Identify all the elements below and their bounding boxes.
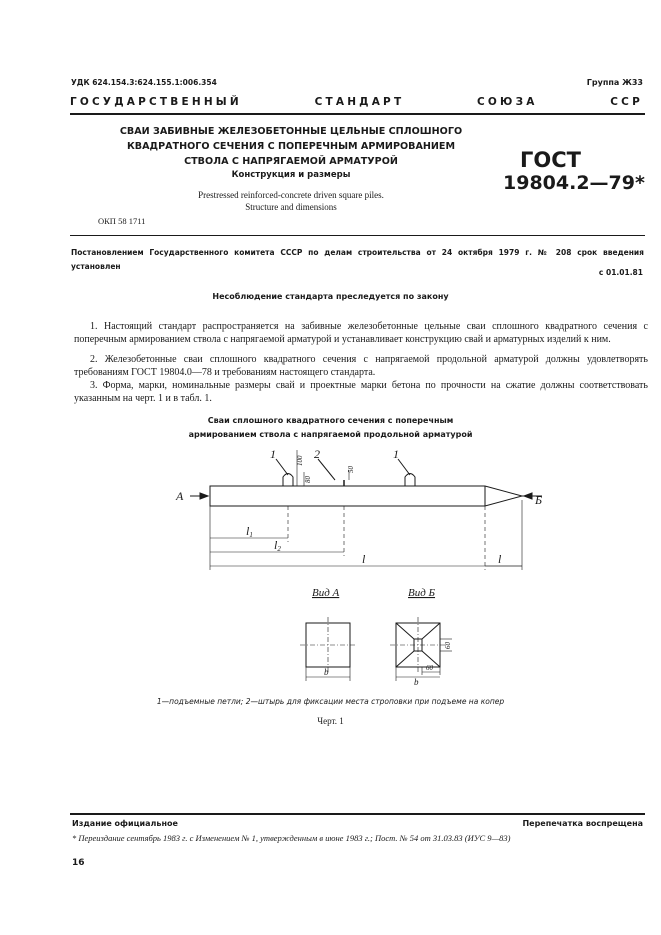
okp-code: ОКП 58 1711 — [98, 216, 146, 226]
label-2: 2 — [314, 447, 320, 461]
pile-outline — [210, 486, 522, 506]
paragraph-1-text: 1. Настоящий стандарт распространяется на забивные железобетонные цельные сваи сплошного квадратного сечения с поперечным армированием ствола с напрягаемой арматурой и устанавливает конструкцию свай и арматурных изделий к ним. — [74, 321, 648, 346]
band-word-1: ГОСУДАРСТВЕННЫЙ — [70, 96, 242, 108]
figure-legend: 1—подъемные петли; 2—штырь для фиксации места строповки при подъеме на копер — [156, 697, 505, 706]
english-title — [86, 189, 496, 213]
leader-2 — [318, 459, 335, 480]
label-view-b: Б — [535, 493, 543, 507]
paragraph-2 — [74, 353, 648, 379]
dim-50-value: 50 — [347, 466, 355, 473]
figure-caption — [0, 414, 661, 442]
title-rule — [70, 235, 645, 236]
footer-rule — [70, 813, 645, 815]
page-number: 16 — [72, 858, 85, 868]
view-b-edge-1 — [396, 623, 414, 639]
english-title-line-1: Prestressed reinforced-concrete driven square piles. — [198, 190, 384, 200]
title-line-1: СВАИ ЗАБИВНЫЕ ЖЕЛЕЗОБЕТОННЫЕ ЦЕЛЬНЫЕ СПЛОШНОГО — [119, 126, 463, 137]
reissue-note: * Переиздание сентябрь 1983 г. с Изменением № 1, утвержденным в июне 1983 г.; Пост. № 54 от 31.03.83 (ИУС 9—83) — [72, 833, 511, 843]
band-word-2: СТАНДАРТ — [314, 96, 405, 108]
title-line-2: КВАДРАТНОГО СЕЧЕНИЯ С ПОПЕРЕЧНЫМ АРМИРОВАНИЕМ — [126, 141, 456, 152]
group-code: Группа Ж33 — [586, 78, 643, 87]
view-b-dim-60-v: 60 — [444, 642, 452, 649]
view-arrow-a-head — [200, 493, 208, 499]
gost-number: 19804.2—79* — [503, 172, 645, 194]
view-b-dim-b-label: b — [414, 677, 419, 687]
lifting-loop-right — [405, 474, 415, 487]
label-view-a: А — [176, 489, 184, 503]
view-a-title: Вид А — [312, 587, 340, 599]
standard-band — [70, 96, 643, 108]
label-1-left: 1 — [270, 447, 276, 461]
title-line-3: СТВОЛА С НАПРЯГАЕМОЙ АРМАТУРОЙ — [184, 156, 398, 167]
section-views — [290, 583, 470, 688]
view-b-edge-3 — [396, 651, 414, 667]
effective-date: с 01.01.81 — [598, 268, 643, 277]
paragraph-3 — [74, 379, 648, 405]
figure-number: Черт. 1 — [317, 716, 344, 726]
dim-l1-letter: l — [246, 524, 250, 538]
paragraph-1 — [74, 320, 648, 346]
view-b-dim-60-h: 60 — [426, 664, 433, 672]
view-a-dim-b-label: b — [324, 667, 329, 677]
paragraph-3-text: 3. Форма, марки, номинальные размеры свай и проектные марки бетона по прочности на сжатие должны соответствовать указанным на черт. 1 и в табл. 1. — [74, 380, 648, 405]
law-notice: Несоблюдение стандарта преследуется по закону — [212, 292, 449, 301]
leader-1-left — [276, 459, 288, 475]
band-word-3: СОЮЗА — [477, 96, 538, 108]
dim-l-label: l — [362, 552, 366, 566]
decree-text: Постановлением Государственного комитета СССР по делам строительства от 24 октября 1979 г. № 208 срок введения установлен — [71, 248, 644, 271]
dim-l2-sub: 2 — [277, 545, 281, 553]
gost-label: ГОСТ — [520, 148, 581, 172]
dim-l1-label — [246, 524, 253, 539]
official-edition: Издание официальное — [72, 819, 178, 828]
band-word-4: ССР — [610, 96, 643, 108]
dim-l1-sub: 1 — [249, 531, 253, 539]
label-1-right: 1 — [393, 447, 399, 461]
view-b-title: Вид Б — [408, 587, 436, 599]
figure-caption-line-1: Сваи сплошного квадратного сечения с поперечным — [207, 416, 454, 425]
dim-tip-label: l — [498, 552, 502, 566]
dim-l2-label — [274, 538, 281, 553]
lifting-loop-left — [283, 474, 293, 487]
english-title-line-2: Structure and dimensions — [245, 202, 337, 212]
document-subtitle: Конструкция и размеры — [231, 170, 351, 180]
dim-l2-letter: l — [274, 538, 278, 552]
pile-drawing — [150, 442, 570, 577]
figure-caption-line-2: армированием ствола с напрягаемой продольной арматурой — [188, 430, 473, 439]
dim-80-value: 80 — [304, 476, 312, 483]
reprint-prohibited: Перепечатка воспрещена — [522, 819, 643, 828]
dim-100-value: 100 — [296, 455, 304, 466]
document-title — [86, 124, 496, 169]
leader-1-right — [398, 459, 410, 475]
paragraph-2-text: 2. Железобетонные сваи сплошного квадратного сечения с напрягаемой продольной арматурой должны удовлетворять требованиям ГОСТ 19804.0—78 и требованиям настоящего стандарта. — [74, 354, 648, 379]
udk-code: УДК 624.154.3:624.155.1:006.354 — [71, 78, 217, 87]
view-arrow-b-head — [524, 493, 532, 499]
header-rule — [70, 113, 645, 115]
view-b-edge-2 — [422, 623, 440, 639]
